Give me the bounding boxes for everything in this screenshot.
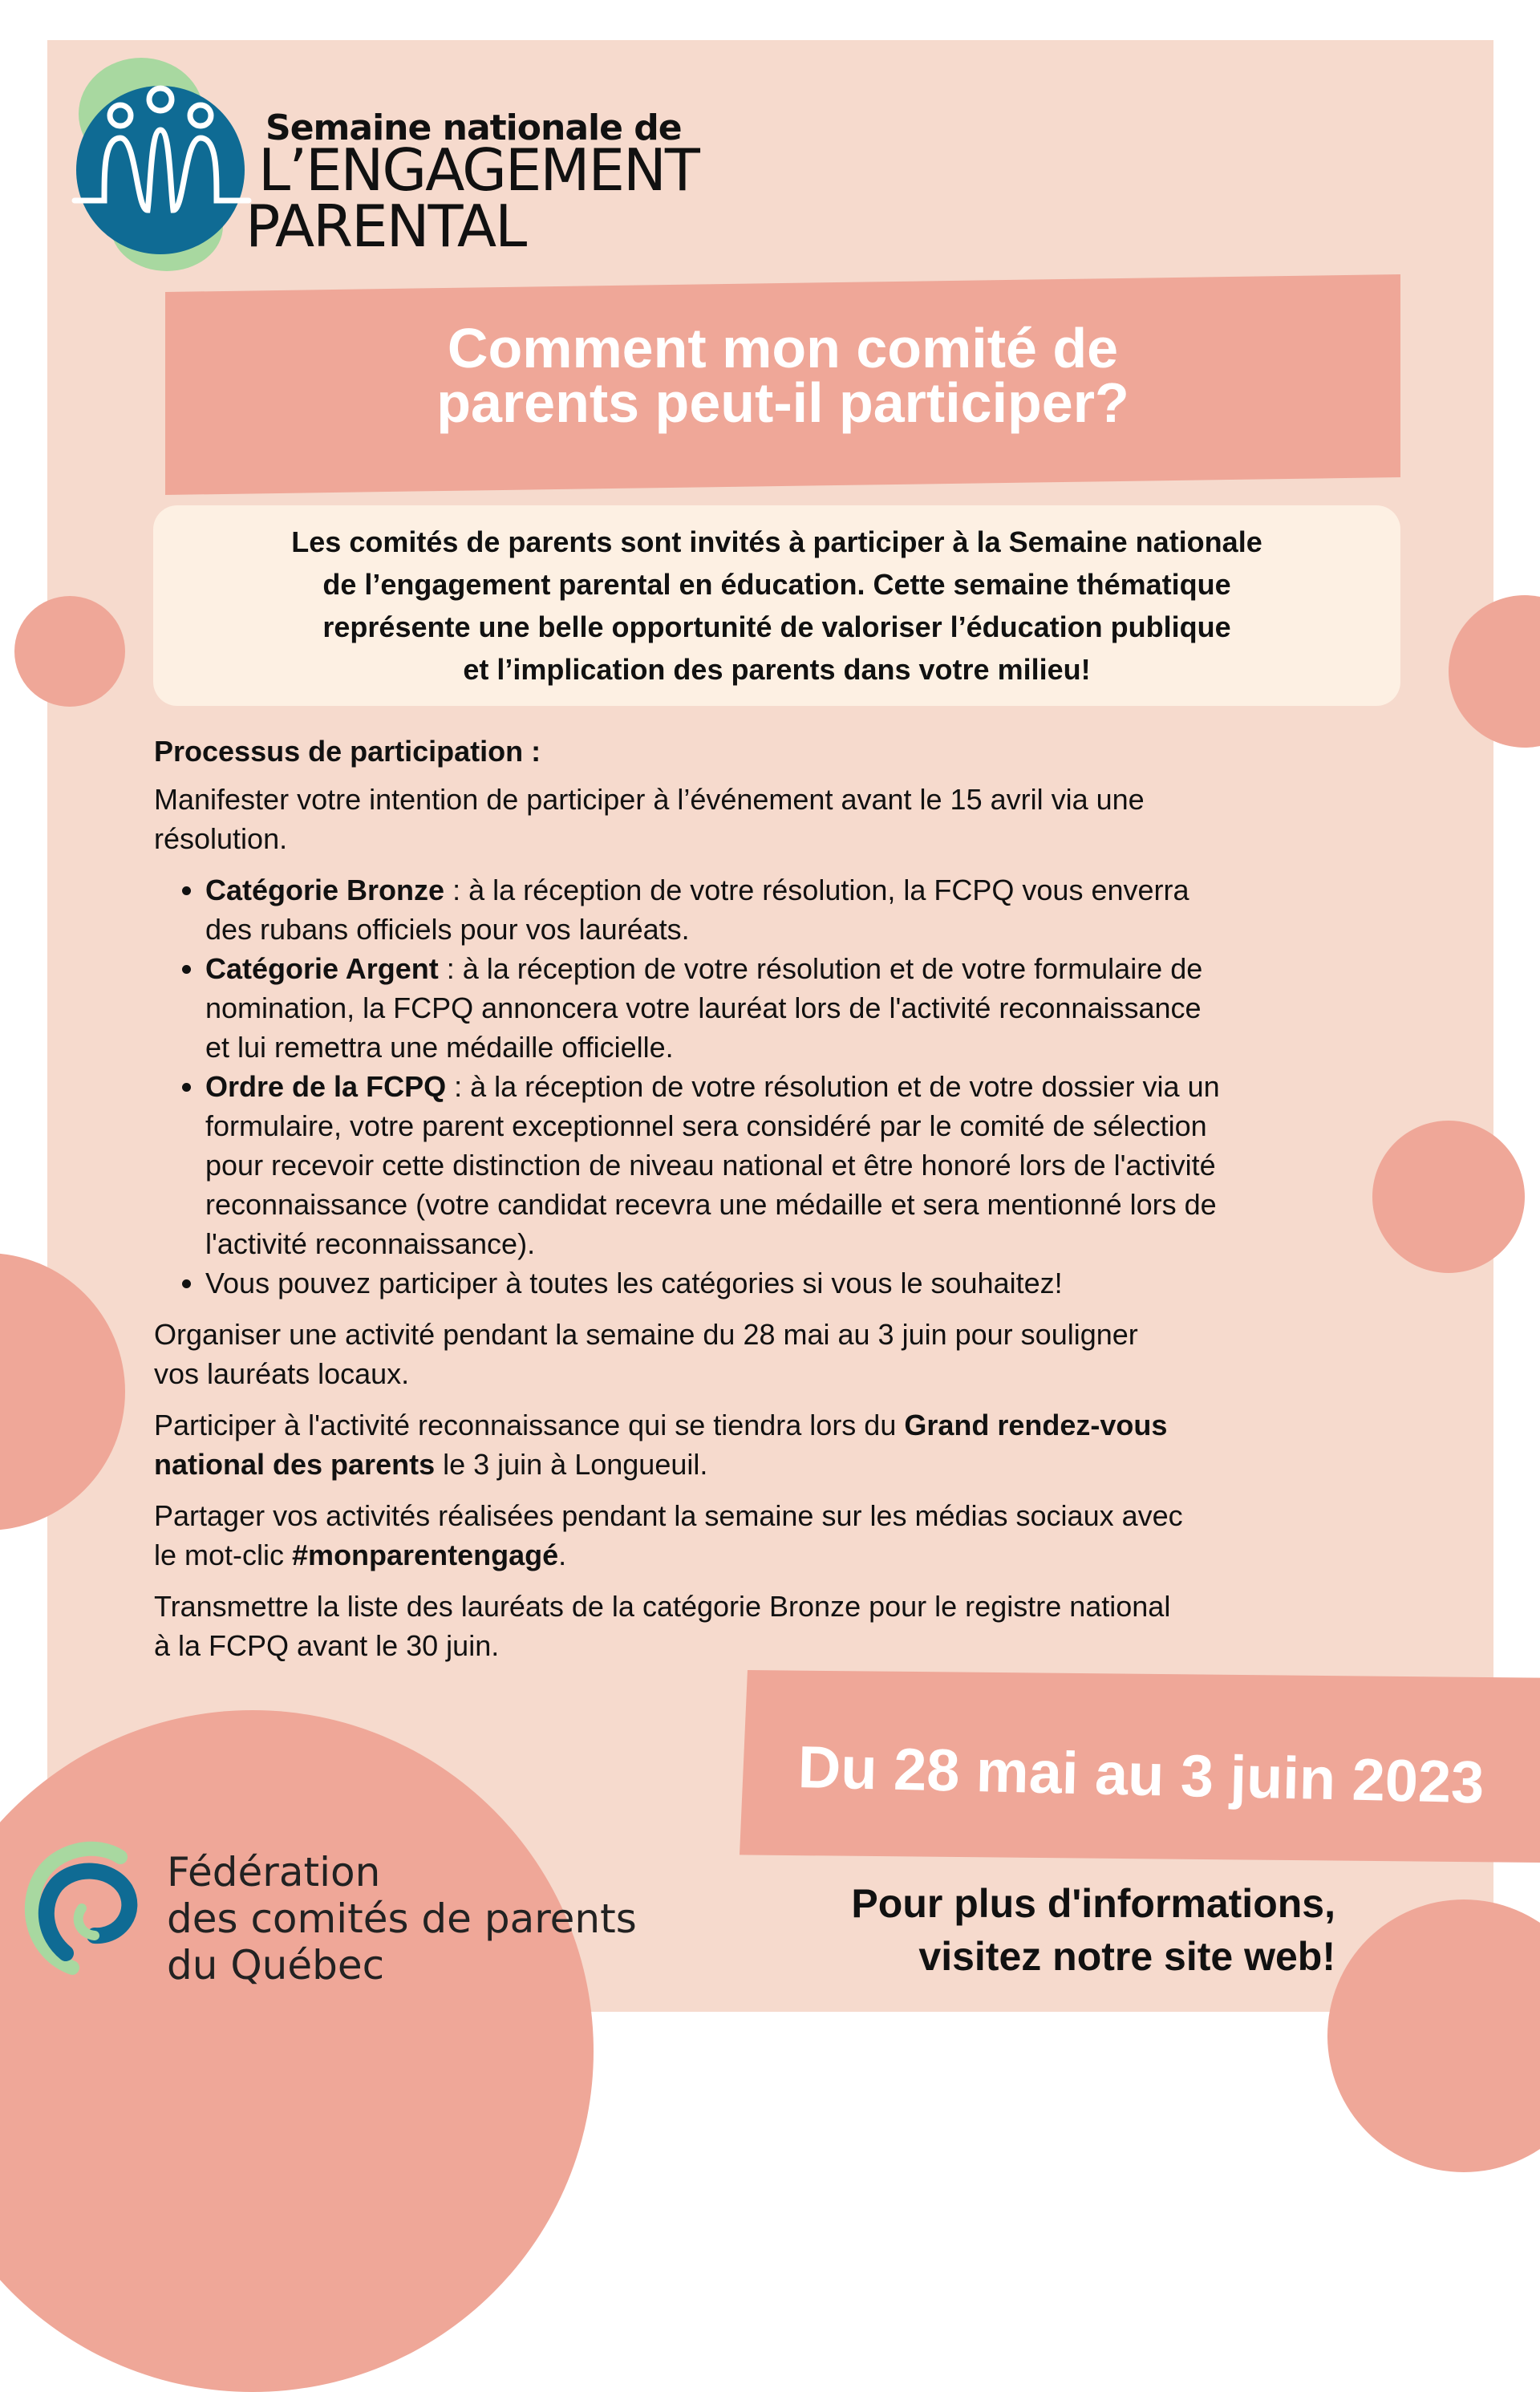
text-line: formulaire, votre parent exceptionnel sera considéré par le comité de sélection xyxy=(205,1109,1207,1142)
logo-line-3: PARENTAL xyxy=(245,193,526,260)
text-line: Partager vos activités réalisées pendant la semaine sur les médias sociaux avec xyxy=(154,1499,1183,1532)
logo-line-2: L’ENGAGEMENT xyxy=(258,136,699,204)
text-line: des rubans officiels pour vos lauréats. xyxy=(205,913,690,946)
text-line: et lui remettra une médaille officielle. xyxy=(205,1031,674,1064)
text-line: le 3 juin à Longueuil. xyxy=(435,1448,708,1481)
text-line: Vous pouvez participer à toutes les catégories si vous le souhaitez! xyxy=(205,1267,1063,1299)
intro-line: de l’engagement parental en éducation. Cette semaine thématique xyxy=(322,568,1231,601)
section-heading: Processus de participation : xyxy=(154,735,541,768)
participer-paragraph xyxy=(154,1405,1341,1484)
partager-paragraph xyxy=(154,1496,1341,1575)
text-line: Manifester votre intention de participer à l’événement avant le 15 avril via une xyxy=(154,783,1145,816)
event-logo xyxy=(71,58,712,274)
category-list xyxy=(154,870,1341,1303)
intro-line: et l’implication des parents dans votre milieu! xyxy=(463,653,1091,686)
fcpq-line: Fédération xyxy=(167,1849,381,1895)
transmettre-paragraph xyxy=(154,1587,1341,1665)
text-line: à la FCPQ avant le 30 juin. xyxy=(154,1629,500,1662)
list-item-all-categories xyxy=(205,1263,1341,1303)
decorative-circle-left-small xyxy=(14,596,125,707)
title-line-1: Comment mon comité de xyxy=(447,317,1119,379)
decorative-circle-right-middle xyxy=(1372,1121,1525,1273)
event-name: national des parents xyxy=(154,1448,436,1481)
text-line: . xyxy=(558,1539,567,1571)
text-line: Transmettre la liste des lauréats de la catégorie Bronze pour le registre national xyxy=(154,1590,1171,1623)
parents-logo-icon xyxy=(71,58,263,274)
more-info-line: visitez notre site web! xyxy=(918,1934,1335,1979)
text-line: résolution. xyxy=(154,822,288,855)
intro-line: représente une belle opportunité de valoriser l’éducation publique xyxy=(322,610,1231,643)
intro-paragraph xyxy=(154,780,1341,858)
text-line: : à la réception de votre résolution, la FCPQ vous enverra xyxy=(444,874,1189,906)
more-info-callout xyxy=(770,1877,1335,1983)
text-line: nomination, la FCPQ annoncera votre lauréat lors de l'activité reconnaissance xyxy=(205,991,1202,1024)
text-line: le mot-clic xyxy=(154,1539,293,1571)
fcpq-logo-icon xyxy=(16,1833,144,1977)
organiser-paragraph xyxy=(154,1315,1341,1393)
text-line: vos lauréats locaux. xyxy=(154,1357,410,1390)
title-line-2: parents peut-il participer? xyxy=(436,371,1129,434)
participation-section xyxy=(154,732,1341,1677)
intro-box xyxy=(153,505,1400,706)
text-line: : à la réception de votre résolution et de votre formulaire de xyxy=(438,952,1203,985)
event-name: Grand rendez-vous xyxy=(904,1409,1168,1441)
list-item-bronze xyxy=(205,870,1341,949)
hashtag: #monparentengagé xyxy=(292,1539,559,1571)
list-item-ordre xyxy=(205,1067,1341,1263)
logo-line-1: Semaine nationale de xyxy=(265,107,682,148)
page-title xyxy=(165,317,1400,434)
text-line: l'activité reconnaissance). xyxy=(205,1227,536,1260)
text-line: : à la réception de votre résolution et de votre dossier via un xyxy=(446,1070,1220,1103)
fcpq-line: des comités de parents xyxy=(167,1895,637,1942)
category-label: Ordre de la FCPQ xyxy=(205,1070,447,1103)
event-dates: Du 28 mai au 3 juin 2023 xyxy=(797,1733,1485,1816)
text-line: Organiser une activité pendant la semaine du 28 mai au 3 juin pour souligner xyxy=(154,1318,1138,1351)
text-line: Participer à l'activité reconnaissance qui se tiendra lors du xyxy=(154,1409,905,1441)
intro-line: Les comités de parents sont invités à participer à la Semaine nationale xyxy=(291,525,1262,558)
fcpq-line: du Québec xyxy=(167,1942,385,1989)
list-item-argent xyxy=(205,949,1341,1067)
text-line: pour recevoir cette distinction de niveau national et être honoré lors de l'activité xyxy=(205,1149,1216,1182)
more-info-line: Pour plus d'informations, xyxy=(851,1881,1335,1926)
text-line: reconnaissance (votre candidat recevra une médaille et sera mentionné lors de xyxy=(205,1188,1217,1221)
intro-text xyxy=(291,521,1262,691)
fcpq-name xyxy=(167,1849,637,1989)
category-label: Catégorie Argent xyxy=(205,952,439,985)
category-label: Catégorie Bronze xyxy=(205,874,445,906)
